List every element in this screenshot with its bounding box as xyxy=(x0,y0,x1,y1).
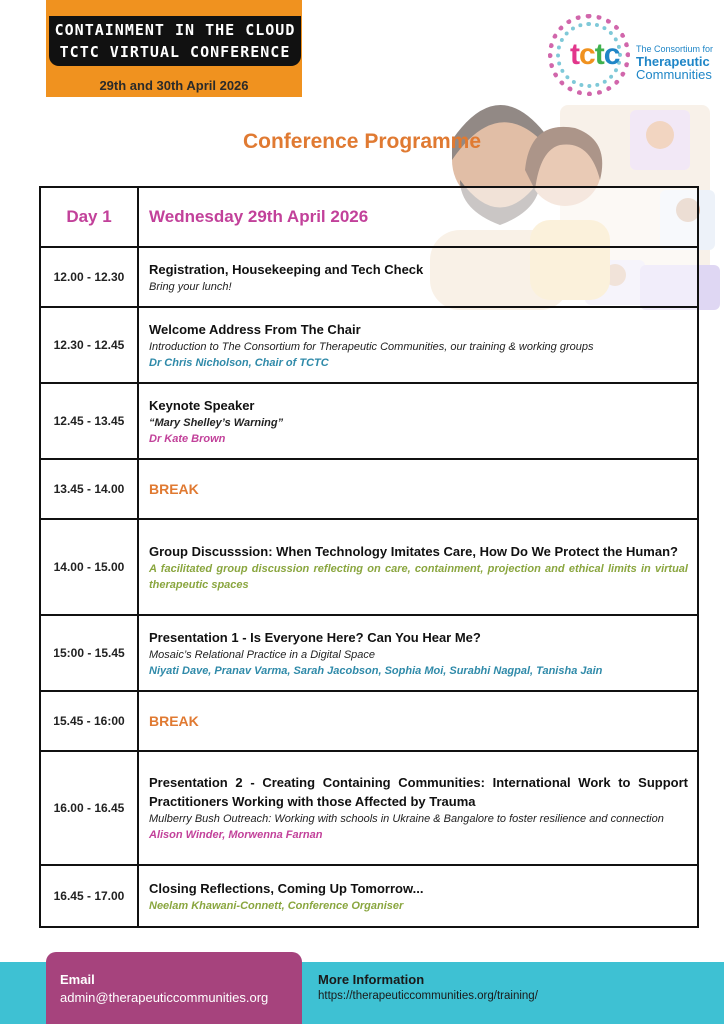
time-cell: 12.00 - 12.30 xyxy=(41,248,139,306)
break-cell xyxy=(139,692,697,750)
table-header-row xyxy=(41,188,697,248)
session-title: Welcome Address From The Chair xyxy=(149,321,361,337)
break-label: BREAK xyxy=(149,713,199,729)
table-row xyxy=(41,752,697,866)
logo-text-line2: Therapeutic xyxy=(636,54,710,69)
table-row xyxy=(41,384,697,460)
day-date-cell xyxy=(139,188,697,246)
table-row xyxy=(41,308,697,384)
session-cell xyxy=(139,866,697,926)
session-subtitle: Introduction to The Consortium for Therapeutic Communities, our training & working groups xyxy=(149,340,594,353)
session-subtitle: “Mary Shelley’s Warning” xyxy=(149,416,284,429)
email-address[interactable]: admin@therapeuticcommunities.org xyxy=(60,990,269,1005)
session-title: Closing Reflections, Coming Up Tomorrow... xyxy=(149,880,424,896)
session-cell xyxy=(139,308,697,382)
time-cell: 16.45 - 17.00 xyxy=(41,866,139,926)
session-speaker: Niyati Dave, Pranav Varma, Sarah Jacobson, Sophia Moi, Surabhi Nagpal, Tanisha Jain xyxy=(149,664,603,677)
time-cell: 16.00 - 16.45 xyxy=(41,752,139,864)
logo-text-line1: The Consortium for xyxy=(636,44,714,54)
session-cell xyxy=(139,520,697,614)
conference-title-line1: CONTAINMENT IN THE CLOUD xyxy=(54,21,296,39)
session-speaker: Alison Winder, Morwenna Farnan xyxy=(149,829,323,841)
session-description: A facilitated group discussion reflecting on care, containment, projection and ethical limits in virtual therapeutic spaces xyxy=(149,562,688,591)
break-label: BREAK xyxy=(149,481,199,497)
table-row xyxy=(41,248,697,308)
time-cell: 12.45 - 13.45 xyxy=(41,384,139,458)
time-cell: 15.45 - 16:00 xyxy=(41,692,139,750)
session-cell xyxy=(139,752,697,864)
session-subtitle: Mosaic’s Relational Practice in a Digital Space xyxy=(149,648,376,661)
conference-dates: 29th and 30th April 2026 xyxy=(99,78,249,93)
day-date: Wednesday 29th April 2026 xyxy=(149,207,369,226)
table-row xyxy=(41,460,697,520)
time-cell: 15:00 - 15.45 xyxy=(41,616,139,690)
session-cell xyxy=(139,616,697,690)
programme-table xyxy=(39,186,699,928)
logo-mark: tctc xyxy=(570,38,620,71)
session-speaker: Dr Chris Nicholson, Chair of TCTC xyxy=(149,356,329,369)
time-cell: 14.00 - 15.00 xyxy=(41,520,139,614)
session-title: Group Discusssion: When Technology Imitates Care, How Do We Protect the Human? xyxy=(149,543,678,559)
day-label-cell xyxy=(41,188,139,246)
conference-title-box xyxy=(49,16,301,66)
more-info-label: More Information xyxy=(318,972,425,987)
time-cell: 12.30 - 12.45 xyxy=(41,308,139,382)
programme-title: Conference Programme xyxy=(242,130,482,153)
session-speaker: Dr Kate Brown xyxy=(149,432,226,445)
day-label: Day 1 xyxy=(66,207,112,226)
more-info-link[interactable]: https://therapeuticcommunities.org/training/ xyxy=(318,990,538,1002)
session-title: Keynote Speaker xyxy=(149,397,255,413)
table-row xyxy=(41,692,697,752)
session-speaker: Neelam Khawani-Connett, Conference Organiser xyxy=(149,899,404,912)
break-cell xyxy=(139,460,697,518)
table-row xyxy=(41,616,697,692)
email-label: Email xyxy=(60,972,95,987)
conference-title-line2: TCTC VIRTUAL CONFERENCE xyxy=(59,43,291,61)
session-subtitle: Bring your lunch! xyxy=(149,280,232,293)
time-cell: 13.45 - 14.00 xyxy=(41,460,139,518)
session-cell xyxy=(139,248,697,306)
logo-text-line3: Communities xyxy=(636,67,712,82)
session-title: Registration, Housekeeping and Tech Check xyxy=(149,261,424,277)
session-subtitle: Mulberry Bush Outreach: Working with schools in Ukraine & Bangalore to foster resilience and connection xyxy=(149,813,664,825)
table-row xyxy=(41,520,697,616)
session-title: Presentation 1 - Is Everyone Here? Can You Hear Me? xyxy=(149,629,481,645)
session-title: Presentation 2 - Creating Containing Communities: International Work to Support Practitioners Working with those Affected by Trauma xyxy=(149,775,688,809)
session-cell xyxy=(139,384,697,458)
footer-email-box xyxy=(46,952,302,1024)
table-row xyxy=(41,866,697,926)
